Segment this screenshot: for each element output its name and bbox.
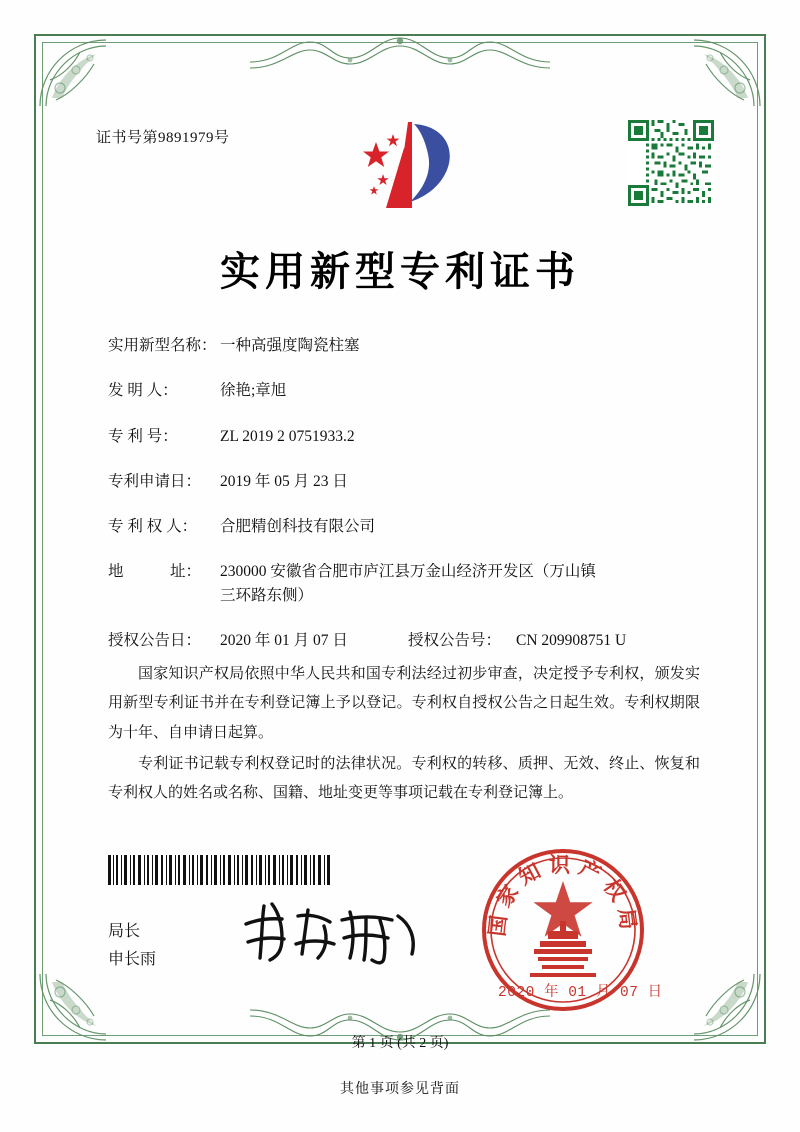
director-name-label: 申长雨 (108, 951, 157, 968)
field-address (108, 560, 708, 607)
field-label: 发 明 人： (108, 382, 178, 400)
field-value: 合肥精创科技有限公司 (220, 518, 376, 535)
certificate-number: 证书号第9891979号 (96, 130, 230, 146)
signature-labels (108, 918, 156, 974)
qr-code-icon (628, 120, 714, 206)
field-label: 专利申请日： (108, 472, 202, 490)
grant-number-value: CN 209908751 U (516, 631, 627, 649)
field-utility-model-name (108, 334, 708, 357)
director-title-label: 局长 (108, 923, 141, 940)
field-inventor (108, 379, 708, 402)
corner-ornament-icon (690, 36, 764, 110)
field-application-date (108, 470, 708, 493)
handwritten-signature-icon (238, 898, 423, 968)
field-label: 专 利 号： (108, 427, 178, 445)
field-value: 2019 年 05 月 23 日 (220, 472, 348, 490)
field-value (220, 560, 708, 607)
legal-text (108, 660, 700, 810)
grant-number-label: 授权公告号： (408, 631, 502, 649)
field-value: 徐艳;章旭 (220, 382, 287, 400)
barcode-icon (108, 855, 330, 885)
back-side-note: 其他事项参见背面 (340, 1082, 460, 1097)
field-label: 地 址： (108, 563, 202, 581)
page-title: 实用新型专利证书 (220, 249, 580, 294)
address-line-2: 三环路东侧） (220, 586, 314, 604)
cnipa-logo-icon (352, 118, 462, 214)
paragraph-1: 国家知识产权局依照中华人民共和国专利法经过初步审查，决定授予专利权，颁发实用新型专利证书并在专利登记簿上予以登记。专利权自授权公告之日起生效。专利权期限为十年、自申请日起算。 (108, 666, 700, 741)
field-value: 一种高强度陶瓷柱塞 (220, 337, 360, 354)
paragraph-2: 专利证书记载专利权登记时的法律状况。专利权的转移、质押、无效、终止、恢复和专利权人的姓名或名称、国籍、地址变更等事项记载在专利登记簿上。 (108, 755, 700, 801)
seal-text: 国家知识产权局 (484, 853, 642, 938)
corner-ornament-icon (36, 36, 110, 110)
top-border-ornament-icon (250, 32, 550, 76)
seal-date: 2020 年 01 月 07 日 (498, 985, 663, 1001)
address-line-1: 230000 安徽省合肥市庐江县万金山经济开发区（万山镇 (220, 563, 596, 581)
field-label: 实用新型名称： (108, 337, 217, 354)
certificate-fields (108, 334, 708, 672)
field-patentee (108, 515, 708, 538)
field-value: ZL 2019 2 0751933.2 (220, 427, 355, 445)
field-label: 专 利 权 人： (108, 518, 198, 535)
grant-date-value: 2020 年 01 月 07 日 (220, 631, 348, 649)
page-number: 第 1 页 (共 2 页) (351, 1036, 449, 1051)
grant-date-label: 授权公告日： (108, 631, 202, 649)
field-grant-announcement (108, 629, 708, 652)
field-patent-number (108, 425, 708, 448)
